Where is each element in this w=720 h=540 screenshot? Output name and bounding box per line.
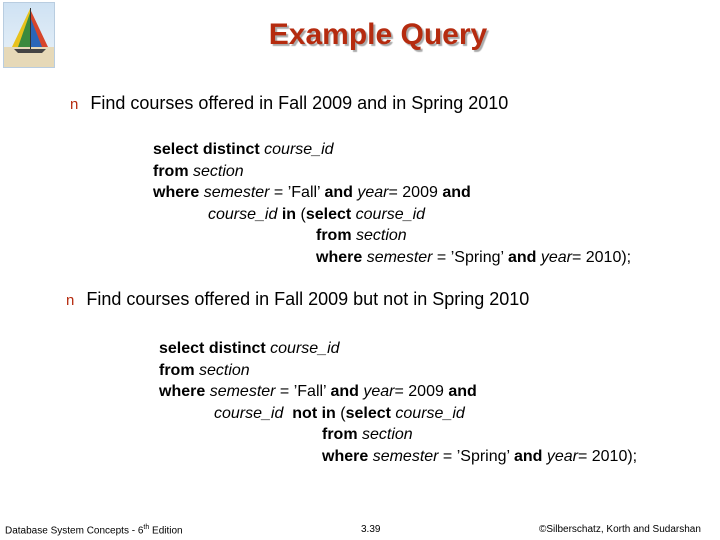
bullet-item-1	[70, 93, 508, 114]
query-line: where semester = ’Spring’ and year= 2010);	[322, 447, 638, 465]
bullet-item-2	[66, 289, 529, 310]
query-line: course_id in (select course_id	[208, 205, 426, 223]
bullet-text: Find courses offered in Fall 2009 and in Spring 2010	[90, 93, 509, 113]
footer-copyright: ©Silberschatz, Korth and Sudarshan	[539, 524, 701, 535]
bullet-marker: n	[70, 96, 79, 113]
footer-book-title: Database System Concepts - 6th Edition	[5, 524, 183, 537]
query-line: where semester = ’Fall’ and year= 2009 and	[159, 383, 477, 400]
bullet-marker: n	[66, 292, 75, 309]
query-line: from section	[159, 361, 250, 379]
footer-slide-number: 3.39	[361, 524, 381, 535]
sql-query-1	[153, 139, 631, 268]
query-line: select distinct course_id	[153, 141, 334, 158]
query-line: from section	[322, 426, 413, 443]
bullet-text: Find courses offered in Fall 2009 but not in Spring 2010	[86, 289, 530, 309]
query-line: select distinct course_id	[159, 340, 340, 357]
query-line: where semester = ’Fall’ and year= 2009 and	[153, 184, 471, 201]
query-line: from section	[316, 227, 407, 244]
page-title: Example Query	[268, 18, 488, 51]
query-line: where semester = ’Spring’ and year= 2010);	[316, 248, 632, 266]
query-line: from section	[153, 162, 244, 180]
sql-query-2	[159, 338, 637, 467]
query-line: course_id not in (select course_id	[214, 404, 465, 422]
